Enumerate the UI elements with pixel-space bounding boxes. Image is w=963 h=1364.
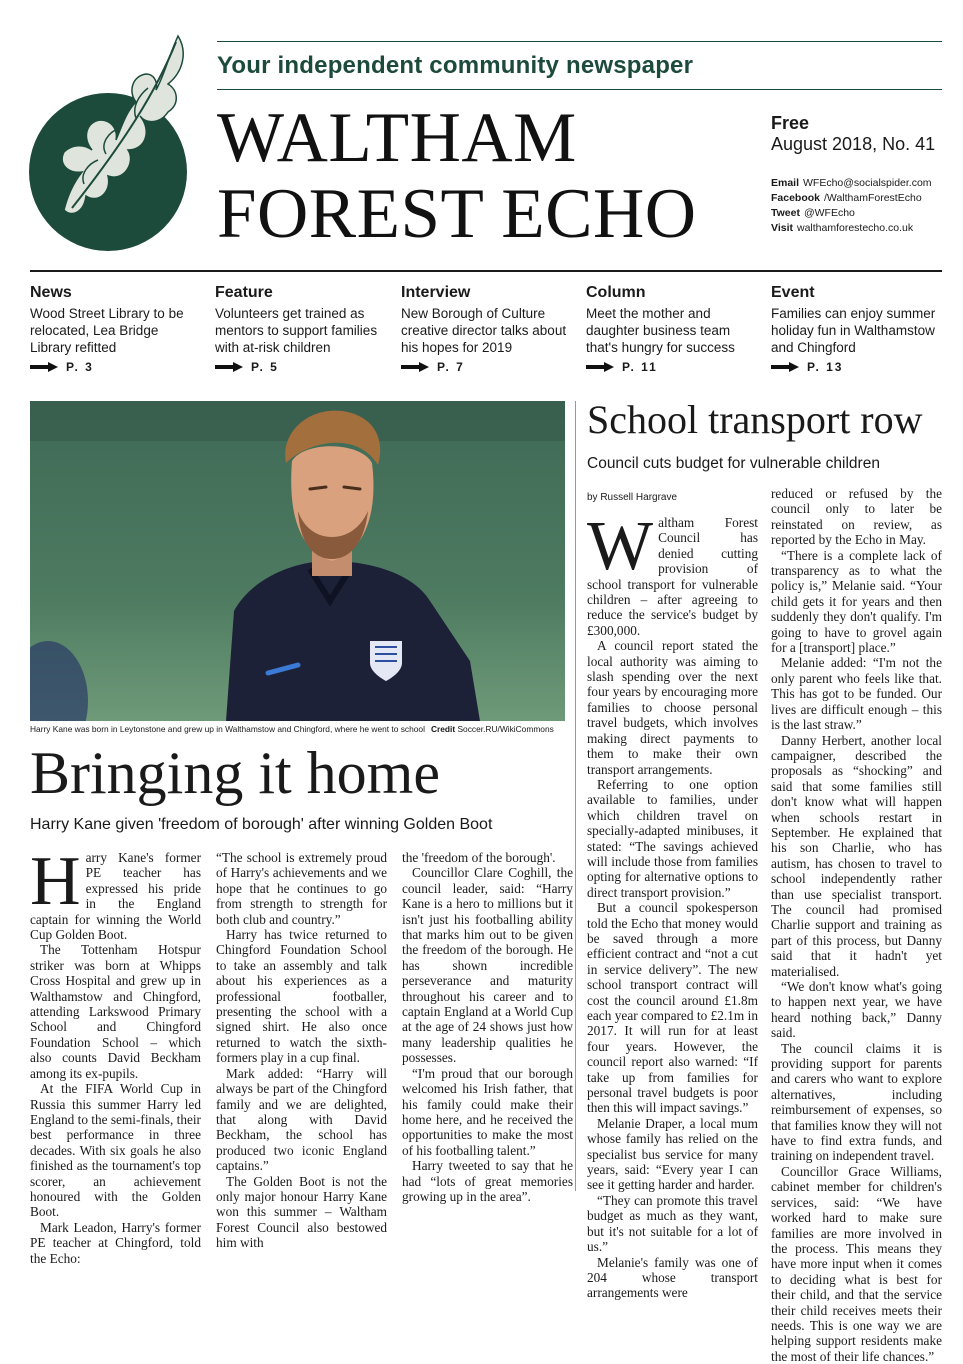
arrow-right-icon bbox=[401, 362, 429, 372]
transport-byline: by Russell Hargrave bbox=[587, 492, 678, 503]
newspaper-title bbox=[217, 100, 697, 252]
lead-column-2: “The school is extremely proud of Harry's achievements and we hope that he continues to go from strength to strength for both club and country.” Harry has twice returned to Chingford Foundation School to take an assembly and talk about his experiences as a professional footballer, presenting the school with a signed shirt. He also once returned to watch the sixth-formers play in a cup final. Mark added: “Harry will always be part of the Chingford family and we are delighted, that along with David Beckham, the school has produced two iconic England captains.” The Golden Boot is not the only major honour Harry Kane won this summer – Waltham Forest Council also bestowed him with bbox=[216, 850, 387, 1251]
lead-deck: Harry Kane given 'freedom of borough' after winning Golden Boot bbox=[30, 816, 493, 833]
title-line-2: FOREST ECHO bbox=[217, 175, 697, 253]
arrow-right-icon bbox=[586, 362, 614, 372]
nav-section: News bbox=[30, 284, 72, 301]
nav-blurb: Meet the mother and daughter business team that's hungry for success bbox=[586, 306, 735, 355]
transport-column-1: Waltham Forest Council has denied cutting provision of school transport for vulnerable children – after agreeing to reduce the service's budget by £300,000. A council report stated the local authority was aiming to slash spending over the next four years by encouraging more families to choose personal travel budgets, which involves making direct payments to them to make their own transport arrangements. Referring to one option available to families, under which children travel on specially-adapted minibuses, it stated: “The savings achieved will include those from families opting for alternative options to direct transport provision.” But a council spokesperson told the Echo that money would be saved through a more efficient contract and “not a cut in service delivery”. The new school transport contract will cost the council around £1.8m each year compared to £2.1m in 2017. It will run for at least four years. However, the council report also warned: “If take up from families for personal travel budgets is poor then this will impact savings.” Melanie Draper, a local mum whose family has relied on the specialist bus service for many years, said: “Every year I can see it getting harder and harder. “They can promote this travel budget as much as they want, but it's not suitable for a lot of us.” Melanie's family was one of 204 whose transport arrangements were bbox=[587, 508, 758, 1301]
nav-item-column[interactable] bbox=[586, 283, 756, 374]
transport-deck: Council cuts budget for vulnerable children bbox=[587, 455, 880, 472]
price-label: Free bbox=[771, 113, 810, 133]
contact-facebook: Facebook /WalthamForestEcho bbox=[771, 192, 922, 204]
lead-dropcap: H bbox=[30, 843, 81, 920]
nav-page: P. 3 bbox=[30, 360, 200, 374]
masthead-mid-rule bbox=[217, 89, 942, 90]
nav-page: P. 13 bbox=[771, 360, 941, 374]
nav-section: Interview bbox=[401, 284, 471, 301]
masthead-tagline: Your independent community newspaper bbox=[217, 52, 694, 79]
nav-blurb: New Borough of Culture creative director talks about his hopes for 2019 bbox=[401, 306, 567, 355]
contact-email: Email WFEcho@socialspider.com bbox=[771, 177, 932, 189]
nav-page: P. 7 bbox=[401, 360, 571, 374]
masthead-top-rule bbox=[217, 41, 942, 42]
lead-headline: Bringing it home bbox=[30, 740, 440, 806]
transport-column-2: reduced or refused by the council only to later be reinstated on review, as reported by the Echo in May. “There is a complete lack of transparency as to what the policy is,” Melanie said. “Your child gets it for years and then suddenly they don't qualify. I'm going to have to grovel again for a [transport] place.” Melanie added: “I'm not the only parent who feels like that. This has got to be funded. Our lives are difficult enough – this is the last straw.” Danny Herbert, another local campaigner, described the proposals as “shocking” and said that some families still don't know what will happen when schools restart in September. He explained that his son Charlie, who has autism, has chosen to travel to school independently rather than use specialist transport. The council had promised Charlie support and training as part of this process, but Danny said that it hadn't yet materialised. “We don't know what's going to happen next year, we have heard nothing back,” Danny said. The council claims it is providing support for parents and carers who want to explore alternatives, including reimbursement of expenses, so that families know they will not have to find extra funds, and training on independent travel. Councillor Grace Williams, cabinet member for children's services, said: “We have worked hard to make sure families are more involved in the process. This means they have more input when it comes to deciding what is best for their child, and that the service their child receives meets their needs. This is one way we are helping support residents make the most of their life chances.” bbox=[771, 486, 942, 1364]
footballer-photo-illustration bbox=[30, 401, 565, 721]
column-divider bbox=[575, 401, 576, 1191]
nav-page: P. 5 bbox=[215, 360, 385, 374]
contact-twitter: Tweet @WFEcho bbox=[771, 207, 855, 219]
arrow-right-icon bbox=[30, 362, 58, 372]
nav-blurb: Volunteers get trained as mentors to support families with at-risk children bbox=[215, 306, 378, 355]
nav-blurb: Families can enjoy summer holiday fun in Walthamstow and Chingford bbox=[771, 306, 936, 355]
nav-item-feature[interactable] bbox=[215, 283, 385, 374]
lead-column-1: Harry Kane's former PE teacher has expressed his pride in the England captain for winning the World Cup Golden Boot. The Tottenham Hotspur striker was born at Whipps Cross Hospital and grew up in Walthamstow and Chingford, attending Larkswood Primary School and Chingford Foundation School – which also counts David Beckham among its ex-pupils. At the FIFA World Cup in Russia this summer Harry led England to the semi-finals, their best performance in three decades. With six goals he also finished as the tournament's top scorer, an achievement honoured with the Golden Boot. Mark Leadon, Harry's former PE teacher at Chingford, told the Echo: bbox=[30, 843, 201, 1266]
nav-item-interview[interactable] bbox=[401, 283, 571, 374]
nav-page: P. 11 bbox=[586, 360, 756, 374]
nav-blurb: Wood Street Library to be relocated, Lea Bridge Library refitted bbox=[30, 306, 184, 355]
transport-dropcap: W bbox=[587, 508, 654, 585]
nav-section: Event bbox=[771, 284, 815, 301]
echo-leaf-logo bbox=[28, 32, 208, 252]
arrow-right-icon bbox=[215, 362, 243, 372]
title-line-1: WALTHAM bbox=[217, 99, 577, 177]
nav-item-event[interactable] bbox=[771, 283, 941, 374]
nav-section: Column bbox=[586, 284, 646, 301]
contact-block bbox=[771, 176, 932, 236]
arrow-right-icon bbox=[771, 362, 799, 372]
lead-photo bbox=[30, 401, 565, 721]
nav-top-rule bbox=[30, 270, 942, 272]
transport-headline: School transport row bbox=[587, 397, 923, 442]
nav-section: Feature bbox=[215, 284, 273, 301]
contact-website: Visit walthamforestecho.co.uk bbox=[771, 222, 914, 234]
lead-column-3: the 'freedom of the borough'. Councillor Clare Coghill, the council leader, said: “Harry Kane is a hero to millions but it isn't just his footballing ability that marks him out to be given the freedom of the borough. He has shown incredible perseverance and maturity throughout his career and to captain England at a World Cup at the age of 24 shows just how many leadership qualities he possesses. “I'm proud that our borough welcomed his Irish father, that his family could make their home here, and he received the opportunities to make the most of his footballing talent.” Harry tweeted to say that he had “lots of great memories growing up in the area”. bbox=[402, 850, 573, 1204]
photo-caption: Harry Kane was born in Leytonstone and grew up in Walthamstow and Chingford, where he went to school Credit Soccer.RU/WikiCommons bbox=[30, 724, 554, 734]
issue-number: August 2018, No. 41 bbox=[771, 134, 936, 154]
nav-item-news[interactable] bbox=[30, 283, 200, 374]
